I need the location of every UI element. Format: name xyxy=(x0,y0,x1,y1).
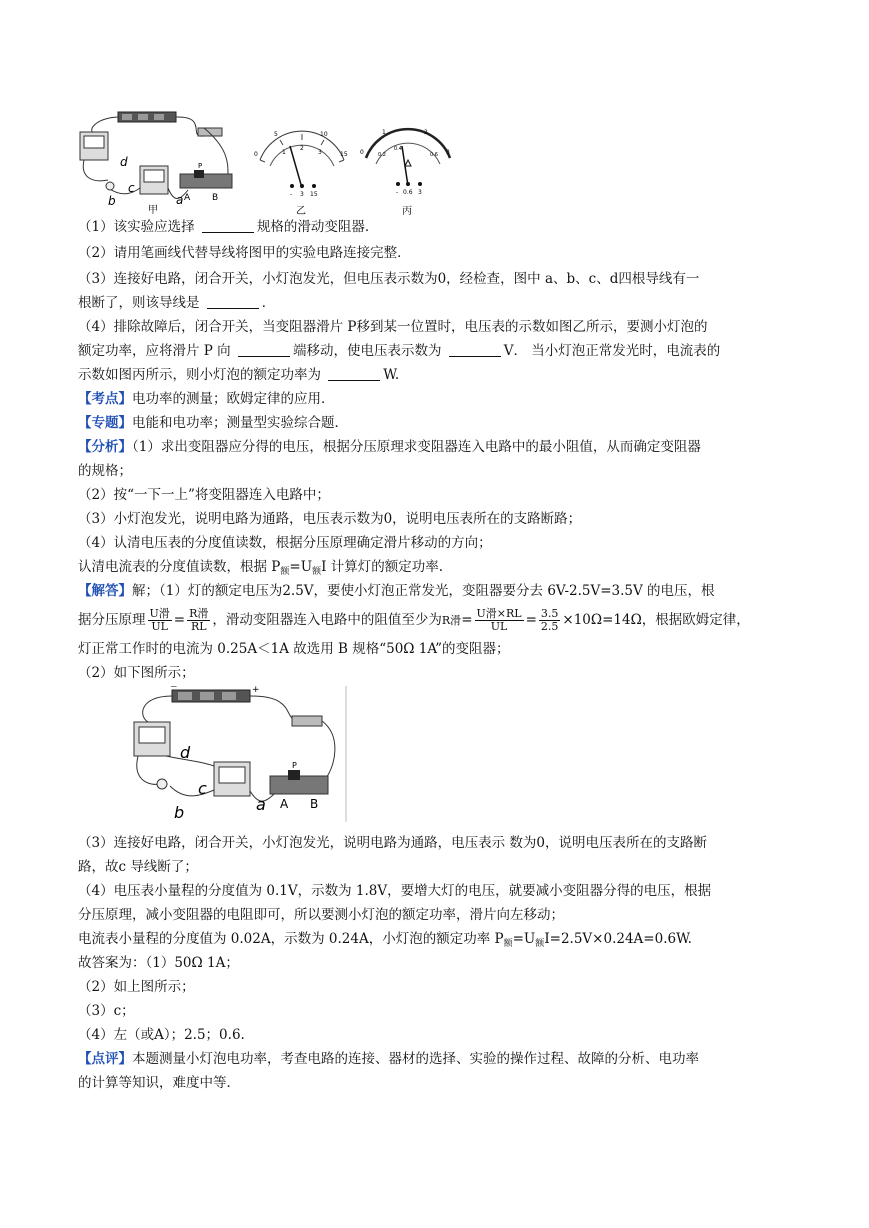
terminal-label-p: P xyxy=(292,761,297,770)
fenxi-line4: （3）小灯泡发光，说明电路为通路，电压表示数为0，说明电压表所在的支路断路； xyxy=(78,511,582,527)
voltmeter-tick-15: 15 xyxy=(340,151,348,158)
answer-blank xyxy=(449,343,501,357)
svg-text:+: + xyxy=(252,686,260,695)
answer-line3: （3）c； xyxy=(78,1003,135,1019)
ammeter-terminal-06: 0.6 xyxy=(403,189,413,196)
answer-blank xyxy=(328,367,380,381)
voltmeter-terminal-15: 15 xyxy=(310,191,318,198)
voltmeter-small-tick-1: 1 xyxy=(282,149,286,156)
wire-label-b: b xyxy=(174,803,185,822)
answer-blank xyxy=(202,219,254,233)
figure-label-bing: 丙 xyxy=(402,206,412,217)
voltmeter-tick-0: 0 xyxy=(254,151,258,158)
answer-blank xyxy=(207,295,259,309)
fraction-r-formula: $\frac{\text{U滑×RL}}{UL}$ xyxy=(476,607,522,633)
jieda-line2-formula: 据分压原理 $\frac{\text{U滑}}{UL}$ = $\frac{\text{R滑}}{RL}$ ，滑动变阻器连入电路中的阻值至少为R滑= $\frac{\text{U滑×RL}}{UL}$ = $\frac{3.5}{2.5}$ ×10Ω=14Ω，根据欧姆定律， xyxy=(78,607,750,633)
jieda2-line4: 分压原理，减小变阻器的电阻即可，所以要测小灯泡的额定功率，滑片向左移动； xyxy=(78,907,564,923)
fraction-u-ratio: $\frac{\text{U滑}}{UL}$ xyxy=(149,607,170,633)
wire-label-a: a xyxy=(256,795,266,814)
question-4-line3: 示数如图丙所示，则小灯泡的额定功率为 W. xyxy=(78,367,400,383)
fenxi-line3: （2）按“一下一上”将变阻器连入电路中； xyxy=(78,487,330,503)
voltmeter-figure-yi xyxy=(252,128,352,218)
question-2: （2）请用笔画线代替导线将图甲的实验电路连接完整． xyxy=(78,245,411,261)
voltmeter-terminal-neg: - xyxy=(290,191,293,198)
ammeter-figure-bing xyxy=(358,126,458,218)
dianping-line1: 【点评】本题测量小灯泡电功率，考查电路的连接、器材的选择、实验的操作过程、故障的分析、电功率 xyxy=(78,1051,699,1067)
ammeter-terminal-neg: - xyxy=(396,189,399,196)
wire-label-c: c xyxy=(198,779,207,798)
question-1: （1）该实验应选择 规格的滑动变阻器． xyxy=(78,219,379,235)
voltmeter-tick-10: 10 xyxy=(320,131,328,138)
voltmeter-tick-5: 5 xyxy=(274,131,278,138)
dianping-line2: 的计算等知识，难度中等． xyxy=(78,1075,240,1091)
circuit-figure-completed xyxy=(130,686,350,822)
voltmeter-small-tick-3: 3 xyxy=(318,149,322,156)
wire-label-a: a xyxy=(176,193,184,207)
jieda2-line2: 路，故c 导线断了； xyxy=(78,859,198,875)
fenxi-line1: 【分析】（1）求出变阻器应分得的电压，根据分压原理求变阻器连入电路中的最小阻值，从而确定变阻器 xyxy=(78,439,701,455)
fraction-values: $\frac{3.5}{2.5}$ xyxy=(540,607,559,633)
ammeter-tick-3: 3 xyxy=(446,149,450,156)
wire-label-c: c xyxy=(128,181,135,195)
answer-line2: （2）如上图所示； xyxy=(78,979,195,995)
jieda2-line5: 电流表小量程的分度值为 0.02A，示数为 0.24A，小灯泡的额定功率 $P_额=U_额I=2.5V\times 0.24A=0.6W$. xyxy=(78,931,692,949)
ammeter-small-tick-02: 0.2 xyxy=(378,152,386,158)
ammeter-small-tick-06: 0.6 xyxy=(430,152,438,158)
ammeter-tick-0: 0 xyxy=(360,149,364,156)
circuit-figure-jia xyxy=(78,108,248,216)
terminal-label-b: B xyxy=(212,193,219,203)
answer-line4: （4）左（或A）；2.5；0.6. xyxy=(78,1027,245,1043)
terminal-label-a: A xyxy=(280,797,289,811)
jieda-line1: 【解答】解；（1）灯的额定电压为2.5V，要使小灯泡正常发光，变阻器要分去 6V-2.5V=3.5V 的电压，根 xyxy=(78,583,715,599)
answer-blank xyxy=(238,343,290,357)
kaodian-section: 【考点】电功率的测量；欧姆定律的应用． xyxy=(78,391,335,407)
ammeter-terminal-3: 3 xyxy=(418,189,422,196)
answer-line1: 故答案为：（1）50Ω 1A； xyxy=(78,955,239,971)
wire-label-d: d xyxy=(180,743,191,762)
figure-label-jia: 甲 xyxy=(148,205,158,216)
ammeter-tick-1: 1 xyxy=(382,129,386,136)
svg-text:−: − xyxy=(170,686,178,692)
question-3-line1: （3）连接好电路，闭合开关，小灯泡发光，但电压表示数为0，经检查，图中 a、b、c、d四根导线有一 xyxy=(78,271,700,287)
wire-label-b: b xyxy=(108,194,116,208)
terminal-label-p: P xyxy=(198,162,203,170)
jieda2-line1: （3）连接好电路，闭合开关，小灯泡发光，说明电路为通路，电压表示 数为0，说明电压表所在的支路断 xyxy=(78,835,707,851)
zhuanti-section: 【专题】电能和电功率；测量型实验综合题． xyxy=(78,415,348,431)
jieda-tag: 【解答】 xyxy=(78,583,132,599)
fenxi-line5: （4）认清电压表的分度值读数，根据分压原理确定滑片移动的方向； xyxy=(78,535,492,551)
figure-label-yi: 乙 xyxy=(296,206,306,217)
jieda-line4: （2）如下图所示； xyxy=(78,665,195,681)
fenxi-line2: 的规格； xyxy=(78,463,132,479)
wire-label-d: d xyxy=(120,155,128,169)
jieda2-line3: （4）电压表小量程的分度值为 0.1V，示数为 1.8V，要增大灯的电压，就要减小变阻器分得的电压，根据 xyxy=(78,883,712,899)
question-3-line2: 根断了，则该导线是 ． xyxy=(78,295,276,311)
jieda-line3: 灯正常工作时的电流为 0.25A＜1A 故选用 B 规格“50Ω 1A”的变阻器； xyxy=(78,641,510,657)
question-4-line2: 额定功率，应将滑片 P 向 端移动，使电压表示数为 V． 当小灯泡正常发光时，电流表的 xyxy=(78,343,721,359)
fenxi-tag: 【分析】 xyxy=(78,439,132,455)
fraction-r-ratio: $\frac{\text{R滑}}{RL}$ xyxy=(189,607,209,633)
terminal-label-a: A xyxy=(184,193,191,203)
terminal-label-b: B xyxy=(310,797,319,811)
kaodian-tag: 【考点】 xyxy=(78,391,132,407)
voltmeter-terminal-3: 3 xyxy=(300,191,304,198)
ammeter-small-tick-04: 0.4 xyxy=(394,146,402,152)
fenxi-line6: 认清电流表的分度值读数，根据 $P_额=U_额I$ 计算灯的额定功率. xyxy=(78,559,444,577)
ammeter-tick-2: 2 xyxy=(424,129,428,136)
question-4-line1: （4）排除故障后，闭合开关，当变阻器滑片 P移到某一位置时，电压表的示数如图乙所示，要测小灯泡的 xyxy=(78,319,708,335)
voltmeter-small-tick-2: 2 xyxy=(300,145,304,152)
zhuanti-tag: 【专题】 xyxy=(78,415,132,431)
dianping-tag: 【点评】 xyxy=(78,1051,132,1067)
